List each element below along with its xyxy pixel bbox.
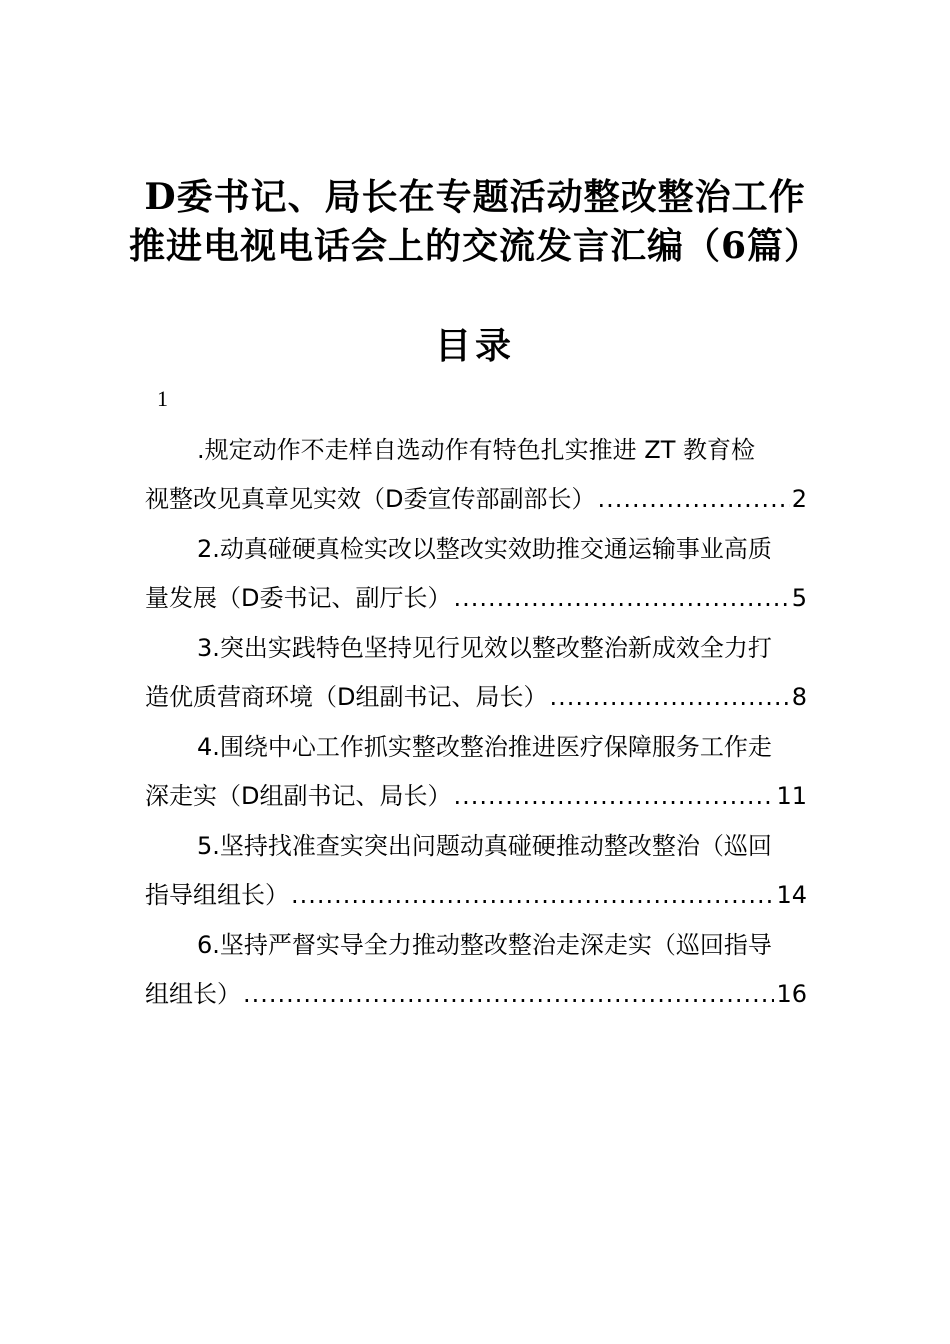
toc-entry-3-line-1[interactable] (145, 631, 807, 665)
toc-entry-text: 视整改见真章见实效（D委宣传部副部长） (145, 485, 596, 513)
toc-leader-dots (291, 878, 774, 912)
toc-entry-text: 4.围绕中心工作抓实整改整治推进医疗保障服务工作走 (197, 733, 772, 761)
toc-heading: 目录 (434, 325, 515, 367)
toc-leader-dots (549, 680, 789, 714)
toc-entry-text: 5.坚持找准查实突出问题动真碰硬推动整改整治（巡回 (197, 832, 772, 860)
toc-entry-text: 指导组组长） (145, 881, 289, 909)
toc-leader-dots (597, 482, 789, 516)
toc-leader-dots (453, 581, 789, 615)
toc-page-number: 16 (776, 980, 807, 1008)
toc-entry-4-line-1[interactable] (145, 730, 807, 764)
document-title-line-1: D委书记、局长在专题活动整改整治工作 (144, 176, 806, 218)
toc-entry-text: 组组长） (145, 980, 241, 1008)
toc-page-number: 5 (791, 584, 807, 612)
document-title-line-2: 推进电视电话会上的交流发言汇编（6篇） (128, 225, 822, 267)
toc-page-number: 11 (776, 782, 807, 810)
toc-entry-text: 深走实（D组副书记、局长） (145, 782, 452, 810)
toc-entry-6-line-1[interactable] (145, 928, 807, 962)
toc-entry-text: 量发展（D委书记、副厅长） (145, 584, 452, 612)
toc-entry-3-line-2[interactable] (145, 680, 807, 714)
toc-entry-text: 2.动真碰硬真检实改以整改实效助推交通运输事业高质 (197, 535, 772, 563)
toc-entry-1-line-2[interactable] (145, 482, 807, 516)
toc-page-number: 14 (776, 881, 807, 909)
toc-entry-5-line-2[interactable] (145, 878, 807, 912)
page-marker: 1 (157, 386, 168, 411)
toc-leader-dots (243, 977, 774, 1011)
toc-entry-2-line-2[interactable] (145, 581, 807, 615)
toc-entry-5-line-1[interactable] (145, 829, 807, 863)
toc-entry-4-line-2[interactable] (145, 779, 807, 813)
toc-entry-6-line-2[interactable] (145, 977, 807, 1011)
toc-page-number: 2 (791, 485, 807, 513)
toc-entry-2-line-1[interactable] (145, 532, 807, 566)
toc-entry-text: 造优质营商环境（D组副书记、局长） (145, 683, 548, 711)
toc-entry-1-line-1[interactable] (145, 433, 807, 467)
toc-entry-text: 3.突出实践特色坚持见行见效以整改整治新成效全力打 (197, 634, 772, 662)
toc-leader-dots (453, 779, 774, 813)
toc-entry-text: .规定动作不走样自选动作有特色扎实推进 ZT 教育检 (197, 436, 755, 464)
toc-page-number: 8 (791, 683, 807, 711)
toc-entry-text: 6.坚持严督实导全力推动整改整治走深走实（巡回指导 (197, 931, 772, 959)
